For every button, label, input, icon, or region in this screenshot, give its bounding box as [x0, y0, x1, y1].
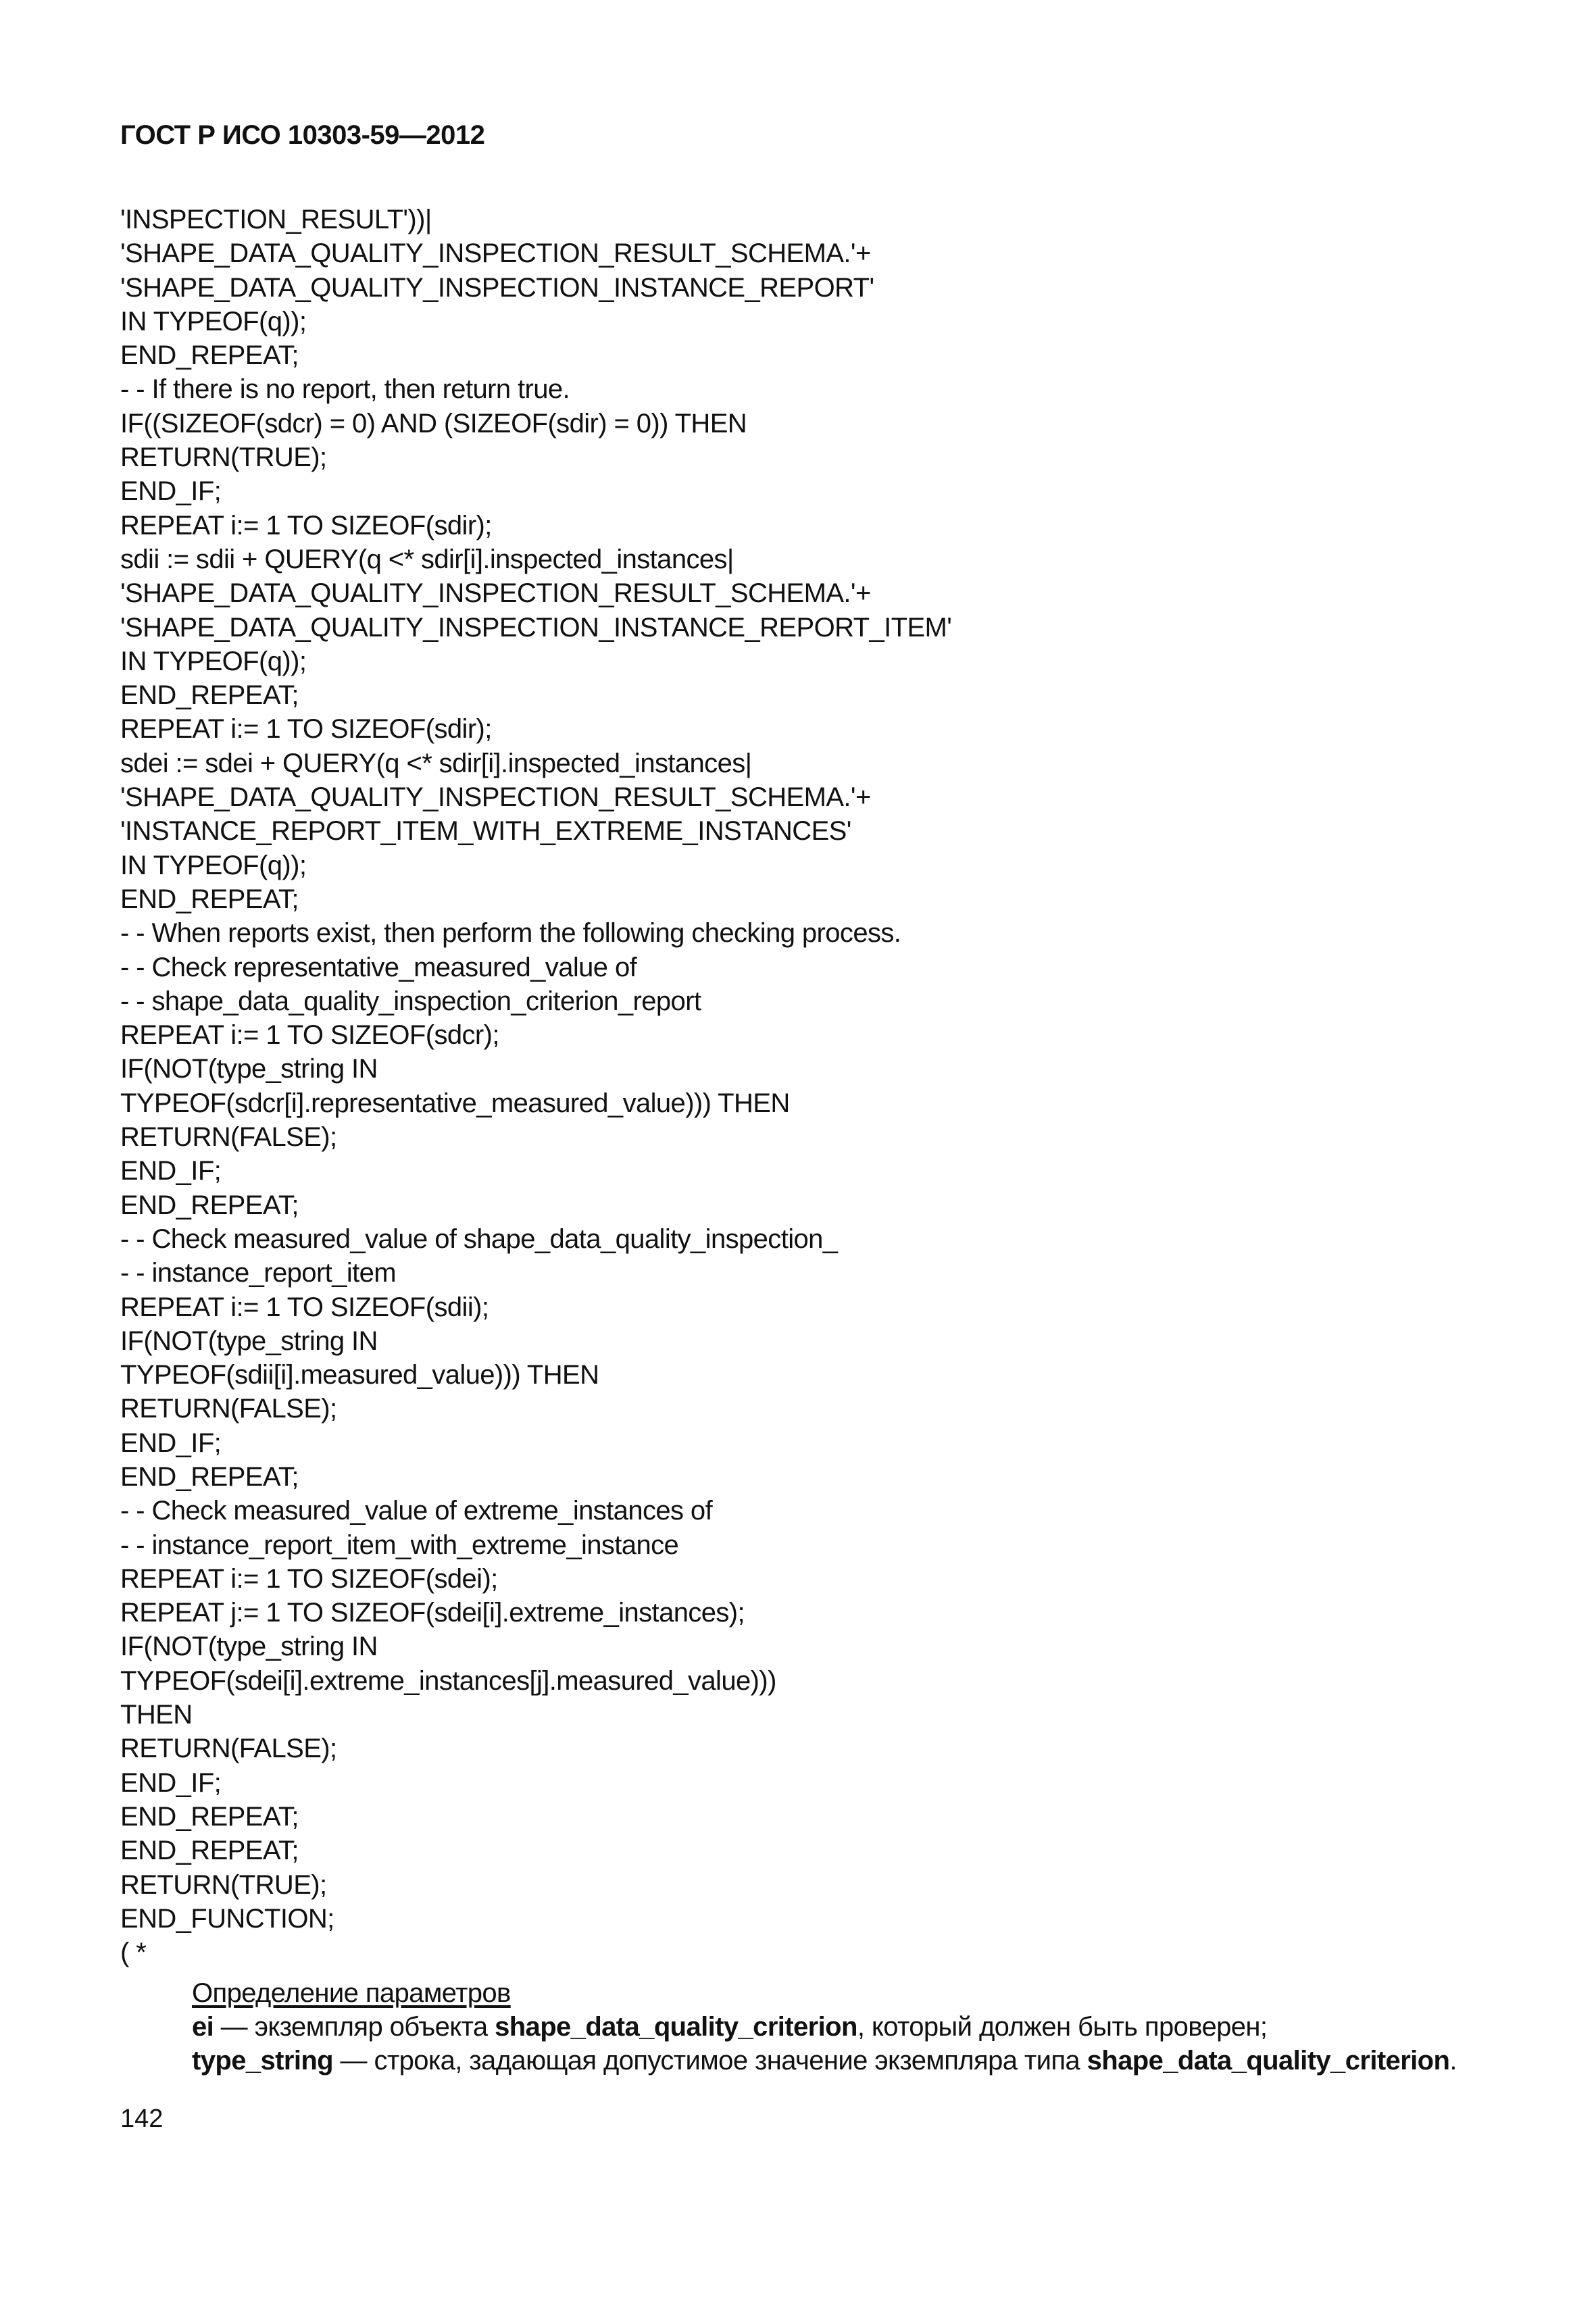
code-line: - - instance_report_item: [120, 1258, 397, 1288]
code-line: IN TYPEOF(q));: [120, 850, 307, 880]
page-number: 142: [120, 2105, 164, 2133]
code-line: 'SHAPE_DATA_QUALITY_INSPECTION_RESULT_SCHEMA.'+: [120, 578, 871, 609]
code-line: END_REPEAT;: [120, 1190, 299, 1220]
code-line: - - Check measured_value of extreme_instances of: [120, 1496, 713, 1526]
code-line: IF(NOT(type_string IN: [120, 1326, 378, 1356]
document-header: ГОСТ Р ИСО 10303-59—2012: [120, 120, 485, 150]
code-line: 'INSPECTION_RESULT'))|: [120, 205, 432, 234]
code-line: END_REPEAT;: [120, 1836, 299, 1866]
code-line: END_REPEAT;: [120, 1801, 299, 1832]
parameter-definitions-heading: Определение параметров: [192, 1978, 511, 2008]
code-line: REPEAT i:= 1 TO SIZEOF(sdii);: [120, 1292, 489, 1322]
code-line: 'SHAPE_DATA_QUALITY_INSPECTION_RESULT_SCHEMA.'+: [120, 238, 871, 269]
parameter-term: ei: [192, 2012, 214, 2042]
code-line: TYPEOF(sdii[i].measured_value))) THEN: [120, 1360, 599, 1390]
code-line: RETURN(FALSE);: [120, 1122, 337, 1153]
parameter-term: type_string: [192, 2046, 334, 2076]
express-code-block: [120, 203, 1512, 1969]
code-line: sdei := sdei + QUERY(q <* sdir[i].inspected_instances|: [120, 748, 752, 778]
code-line: IF((SIZEOF(sdcr) = 0) AND (SIZEOF(sdir) = 0)) THEN: [120, 408, 747, 438]
parameter-entity: shape_data_quality_criterion: [1087, 2046, 1450, 2076]
code-line: TYPEOF(sdei[i].extreme_instances[j].measured_value))): [120, 1665, 776, 1696]
parameter-text: — экземпляр объекта: [214, 2012, 495, 2042]
code-line: END_REPEAT;: [120, 884, 299, 914]
code-line: ( *: [120, 1938, 147, 1968]
code-line: sdii := sdii + QUERY(q <* sdir[i].inspected_instances|: [120, 544, 734, 574]
parameter-text: .: [1449, 2046, 1457, 2076]
code-line: RETURN(FALSE);: [120, 1734, 337, 1764]
code-line: REPEAT i:= 1 TO SIZEOF(sdir);: [120, 714, 492, 745]
code-line: 'SHAPE_DATA_QUALITY_INSPECTION_INSTANCE_REPORT_ITEM': [120, 612, 952, 643]
code-line: 'SHAPE_DATA_QUALITY_INSPECTION_INSTANCE_REPORT': [120, 272, 874, 303]
code-line: - - Check representative_measured_value of: [120, 952, 637, 982]
code-line: END_REPEAT;: [120, 680, 299, 711]
code-line: END_IF;: [120, 1156, 222, 1186]
code-line: REPEAT j:= 1 TO SIZEOF(sdei[i].extreme_instances);: [120, 1598, 745, 1628]
code-line: - - Check measured_value of shape_data_quality_inspection_: [120, 1224, 838, 1254]
parameter-entity: shape_data_quality_criterion: [495, 2012, 857, 2042]
code-line: - - instance_report_item_with_extreme_instance: [120, 1530, 679, 1560]
code-line: END_REPEAT;: [120, 1461, 299, 1492]
parameter-ei: [192, 2010, 1543, 2044]
code-line: END_FUNCTION;: [120, 1903, 334, 1934]
code-line: REPEAT i:= 1 TO SIZEOF(sdcr);: [120, 1020, 499, 1051]
parameter-text: , который должен быть проверен;: [857, 2012, 1268, 2042]
parameter-definitions: [192, 1976, 1543, 2078]
code-line: IN TYPEOF(q));: [120, 646, 307, 676]
code-line: RETURN(TRUE);: [120, 1869, 327, 1900]
code-line: 'SHAPE_DATA_QUALITY_INSPECTION_RESULT_SCHEMA.'+: [120, 782, 871, 813]
code-line: THEN: [120, 1700, 193, 1730]
code-line: - - shape_data_quality_inspection_criterion_report: [120, 986, 701, 1016]
code-line: IF(NOT(type_string IN: [120, 1632, 378, 1662]
code-line: TYPEOF(sdcr[i].representative_measured_value))) THEN: [120, 1088, 790, 1118]
code-line: END_IF;: [120, 1428, 222, 1458]
code-line: - - If there is no report, then return true.: [120, 374, 570, 405]
code-line: REPEAT i:= 1 TO SIZEOF(sdei);: [120, 1563, 498, 1594]
parameter-text: — строка, задающая допустимое значение экземпляра типа: [333, 2046, 1087, 2076]
code-line: - - When reports exist, then perform the following checking process.: [120, 918, 901, 949]
code-line: 'INSTANCE_REPORT_ITEM_WITH_EXTREME_INSTANCES': [120, 816, 851, 847]
code-line: RETURN(TRUE);: [120, 443, 327, 473]
parameter-type-string: [192, 2044, 1543, 2078]
code-line: RETURN(FALSE);: [120, 1394, 337, 1424]
code-line: IN TYPEOF(q));: [120, 306, 307, 336]
code-line: END_REPEAT;: [120, 341, 299, 371]
code-line: IF(NOT(type_string IN: [120, 1054, 378, 1084]
code-line: END_IF;: [120, 476, 222, 507]
code-line: END_IF;: [120, 1767, 222, 1798]
code-line: REPEAT i:= 1 TO SIZEOF(sdir);: [120, 510, 492, 540]
